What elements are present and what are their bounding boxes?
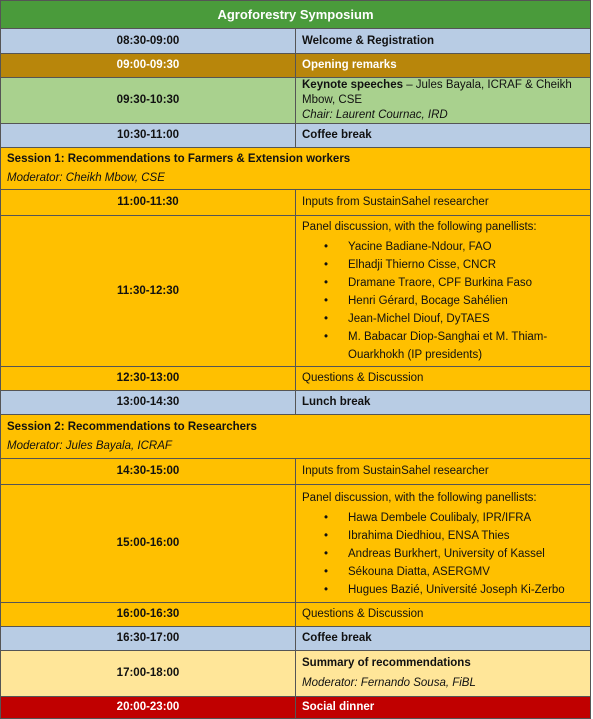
panel-intro: Panel discussion, with the following panellists:: [302, 221, 537, 233]
session-title: Session 1: Recommendations to Farmers & Extension workers: [7, 152, 351, 165]
agenda-row-s2-panel: [1, 485, 591, 603]
time-cell: 14:30-15:00: [1, 459, 296, 485]
summary-moderator: Moderator: Fernando Sousa, FiBL: [302, 677, 476, 689]
panellist-item: • Dramane Traore, CPF Burkina Faso: [302, 274, 584, 292]
page-title: Agroforestry Symposium: [1, 1, 591, 29]
panellist-item: • Jean-Michel Diouf, DyTAES: [302, 310, 584, 328]
agenda-row-s1-questions: [1, 367, 591, 391]
item-label: Coffee break: [296, 124, 591, 148]
item-label: Inputs from SustainSahel researcher: [296, 190, 591, 216]
item-cell: [296, 651, 591, 697]
session-title: Session 2: Recommendations to Researchers: [7, 420, 257, 433]
time-cell: 13:00-14:30: [1, 391, 296, 415]
panellist-item: • Andreas Burkhert, University of Kassel: [302, 545, 584, 563]
agenda-row-dinner: [1, 697, 591, 719]
time-cell: 16:00-16:30: [1, 603, 296, 627]
time-cell: 09:30-10:30: [1, 78, 296, 124]
agenda-row-coffee-1: [1, 124, 591, 148]
time-cell: 20:00-23:00: [1, 697, 296, 719]
title-row: [1, 1, 591, 29]
item-label: Social dinner: [296, 697, 591, 719]
keynote-speakers: – Jules Bayala, ICRAF & Cheikh Mbow, CSE: [302, 79, 572, 106]
agenda-row-lunch: [1, 391, 591, 415]
session-moderator: Moderator: Cheikh Mbow, CSE: [7, 171, 165, 184]
item-label: Lunch break: [296, 391, 591, 415]
time-cell: 11:30-12:30: [1, 216, 296, 367]
time-cell: 08:30-09:00: [1, 29, 296, 54]
agenda-row-s1-inputs: [1, 190, 591, 216]
panellist-item: • Henri Gérard, Bocage Sahélien: [302, 292, 584, 310]
item-label: Questions & Discussion: [296, 603, 591, 627]
panellist-item: • Yacine Badiane-Ndour, FAO: [302, 238, 584, 256]
panel-cell: [296, 216, 591, 367]
item-label: Welcome & Registration: [296, 29, 591, 54]
session-header-cell: [1, 148, 591, 190]
keynote-label: Keynote speeches: [302, 79, 403, 91]
panellist-list: [302, 509, 584, 599]
time-cell: 09:00-09:30: [1, 54, 296, 78]
item-label: Inputs from SustainSahel researcher: [296, 459, 591, 485]
agenda-row-opening: [1, 54, 591, 78]
agenda-row-coffee-2: [1, 627, 591, 651]
panellist-item: • Sékouna Diatta, ASERGMV: [302, 563, 584, 581]
session-header-cell: [1, 415, 591, 459]
item-label: Opening remarks: [296, 54, 591, 78]
agenda-row-s2-questions: [1, 603, 591, 627]
panellist-item: • Hugues Bazié, Université Joseph Ki-Zerbo: [302, 581, 584, 599]
panel-intro: Panel discussion, with the following panellists:: [302, 491, 537, 504]
time-cell: 16:30-17:00: [1, 627, 296, 651]
panel-cell: [296, 485, 591, 603]
agenda-row-s1-panel: [1, 216, 591, 367]
agenda-row-summary: [1, 651, 591, 697]
summary-label: Summary of recommendations: [302, 657, 471, 669]
panellist-item: • Ibrahima Diedhiou, ENSA Thies: [302, 527, 584, 545]
time-cell: 15:00-16:00: [1, 485, 296, 603]
item-label: Questions & Discussion: [296, 367, 591, 391]
item-cell: [296, 78, 591, 124]
panellist-item: • Hawa Dembele Coulibaly, IPR/IFRA: [302, 509, 584, 527]
panellist-list: [302, 238, 584, 364]
time-cell: 10:30-11:00: [1, 124, 296, 148]
item-label: Coffee break: [296, 627, 591, 651]
agenda-row-welcome: [1, 29, 591, 54]
session-1-header: [1, 148, 591, 190]
time-cell: 12:30-13:00: [1, 367, 296, 391]
time-cell: 17:00-18:00: [1, 651, 296, 697]
panellist-item: • Elhadji Thierno Cisse, CNCR: [302, 256, 584, 274]
chair-text: Chair: Laurent Cournac, IRD: [302, 109, 448, 121]
agenda-row-s2-inputs: [1, 459, 591, 485]
session-moderator: Moderator: Jules Bayala, ICRAF: [7, 439, 172, 452]
time-cell: 11:00-11:30: [1, 190, 296, 216]
panellist-item: • M. Babacar Diop-Sanghai et M. Thiam-Ouarkhokh (IP presidents): [302, 328, 584, 364]
agenda-row-keynote: [1, 78, 591, 124]
session-2-header: [1, 415, 591, 459]
